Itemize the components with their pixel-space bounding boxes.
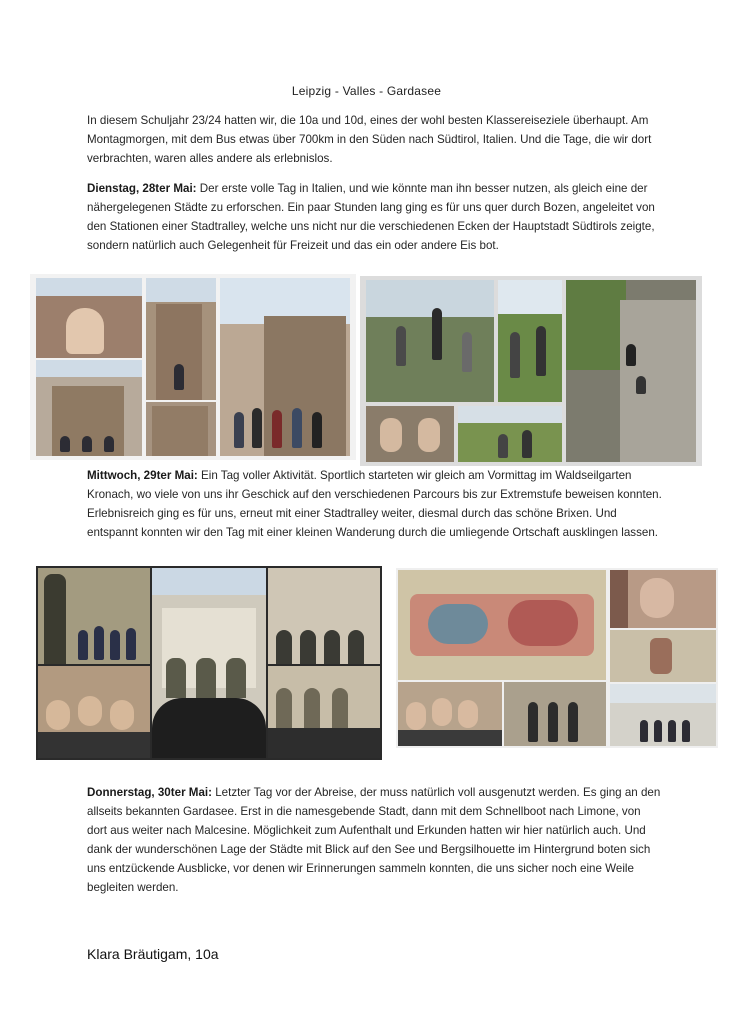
day-heading: Mittwoch, 29ter Mai: xyxy=(87,469,198,482)
photo-collage-brixen-2 xyxy=(396,568,718,748)
day-text: Ein Tag voller Aktivität. Sportlich starteten wir gleich am Vormittag im Waldseilgarten Kronach, wo viele von uns ihr Geschick auf den verschiedenen Parcours bis zur Extremstufe beweisen konnten. Erlebnisreich ging es für uns, erneut mit einer Stadtralley weiter, diesmal durch das schöne Brixen. Und entspannt konnten wir den Tag mit einer kleinen Wanderung durch die umliegende Ortschaft ausklingen lassen. xyxy=(87,469,662,539)
photo xyxy=(398,570,606,680)
photo-collage-bozen-2 xyxy=(360,276,702,466)
photo xyxy=(398,682,502,746)
photo xyxy=(146,278,216,400)
day-heading: Dienstag, 28ter Mai: xyxy=(87,182,197,195)
page-title: Leipzig - Valles - Gardasee xyxy=(291,84,442,98)
day-paragraph-thursday xyxy=(87,783,662,897)
photo xyxy=(152,568,266,758)
photo xyxy=(610,570,716,628)
photo xyxy=(366,406,454,462)
photo-collage-bozen xyxy=(30,274,356,460)
photo xyxy=(36,278,142,358)
photo xyxy=(504,682,606,746)
photo xyxy=(38,568,150,664)
photo xyxy=(610,630,716,682)
day-text: Letzter Tag vor der Abreise, der muss natürlich voll ausgenutzt werden. Es ging an den allseits bekannten Gardasee. Erst in die namesgebende Stadt, dann mit dem Schnellboot nach Limone, von dort aus weiter nach Malcesine. Möglichkeit zum Aufenthalt und Erkunden hatten wir hier natürlich auch. Und dank der wunderschönen Lage der Städte mit Blick auf den See und Bergsilhouette im Hintergrund boten sich uns entzückende Ausblicke, vor denen wir Erinnerungen sammeln konnten, die uns sicher noch eine Weile begleiten werden. xyxy=(87,786,661,894)
photo xyxy=(458,406,562,462)
photo xyxy=(610,684,716,746)
photo xyxy=(36,360,142,456)
photo xyxy=(220,278,350,456)
photo xyxy=(366,280,494,402)
day-text: Der erste volle Tag in Italien, und wie könnte man ihn besser nutzen, als gleich eine der nähergelegenen Städte zu erforschen. Ein paar Stunden lang ging es für uns quer durch Bozen, angeleitet von den Stationen einer Stadtralley, welche uns nicht nur die verschiedenen Ecken der Hauptstadt Südtirols zeigte, sondern natürlich auch Gelegenheit für Freizeit und das ein oder andere Eis bot. xyxy=(87,182,655,252)
photo xyxy=(268,666,380,758)
intro-paragraph: In diesem Schuljahr 23/24 hatten wir, die 10a und 10d, eines der wohl besten Klassereiseziele überhaupt. Am Montagmorgen, mit dem Bus etwas über 700km in den Süden nach Südtirol, Italien. Und die Tage, die wir dort verbrachten, waren alles andere als erlebnislos. xyxy=(87,114,652,165)
photo xyxy=(566,280,696,462)
author-signature: Klara Bräutigam, 10a xyxy=(87,946,219,962)
photo xyxy=(146,402,216,456)
photo xyxy=(498,280,562,402)
day-paragraph-tuesday xyxy=(87,179,662,255)
photo-collage-brixen xyxy=(36,566,382,760)
day-paragraph-wednesday xyxy=(87,466,662,542)
photo xyxy=(38,666,150,758)
photo xyxy=(268,568,380,664)
day-heading: Donnerstag, 30ter Mai: xyxy=(87,786,212,799)
